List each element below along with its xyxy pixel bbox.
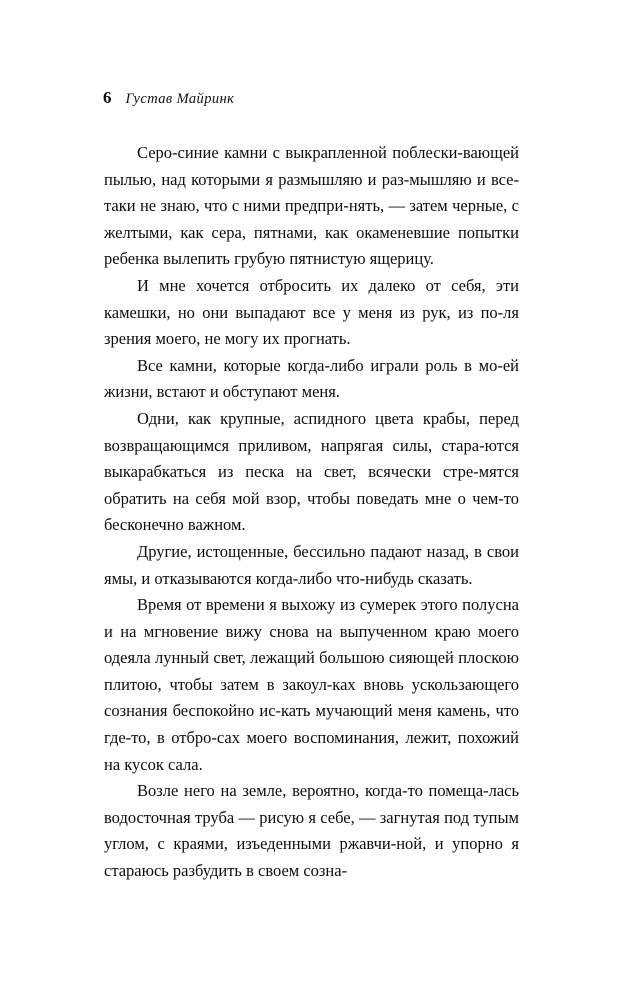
paragraph: Другие, истощенные, бессильно падают назад, в свои ямы, и отказываются когда-либо что-нибудь сказать. [104, 541, 519, 588]
page-number: 6 [103, 88, 112, 107]
paragraph: Одни, как крупные, аспидного цвета крабы, перед возвращающимся приливом, напрягая силы, стара-ются выкарабкаться из песка на свет, всячески стре-мятся обратить на себя мой взор, чтобы поведать мне о чем-то бесконечно важном. [104, 408, 519, 535]
paragraph: Серо-синие камни с выкрапленной поблески-вающей пылью, над которыми я размышляю и раз-мышляю и все-таки не знаю, что с ними предпри-нять, — затем черные, с желтыми, как сера, пятнами, как окаменевшие попытки ребенка вылепить грубую пятнистую ящерицу. [104, 143, 519, 269]
paragraph: И мне хочется отбросить их далеко от себя, эти камешки, но они выпадают все у меня из рук, из по-ля зрения моего, не могу их прогнать. [104, 275, 519, 349]
paragraph: Все камни, которые когда-либо играли роль в мо-ей жизни, встают и обступают меня. [104, 355, 519, 402]
paragraph: Время от времени я выхожу из сумерек этого полусна и на мгновение вижу снова на выпученном краю моего одеяла лунный свет, лежащий большою сияющей плоскою плитою, чтобы затем в закоул-ках вновь ускользающего сознания беспокойно ис-кать мучающий меня камень, что где-то, в отбро-сах моего воспоминания, лежит, похожий на кусок сала. [104, 595, 519, 774]
running-head-author: Густав Майринк [125, 91, 235, 107]
paragraph: Возле него на земле, вероятно, когда-то помеща-лась водосточная труба — рисую я себе, — загнутая под тупым углом, с краями, изъеденными ржавчи-ной, и упорно я стараюсь разбудить в своем созна- [104, 781, 519, 881]
page-header [103, 89, 516, 108]
page-body [104, 140, 519, 885]
